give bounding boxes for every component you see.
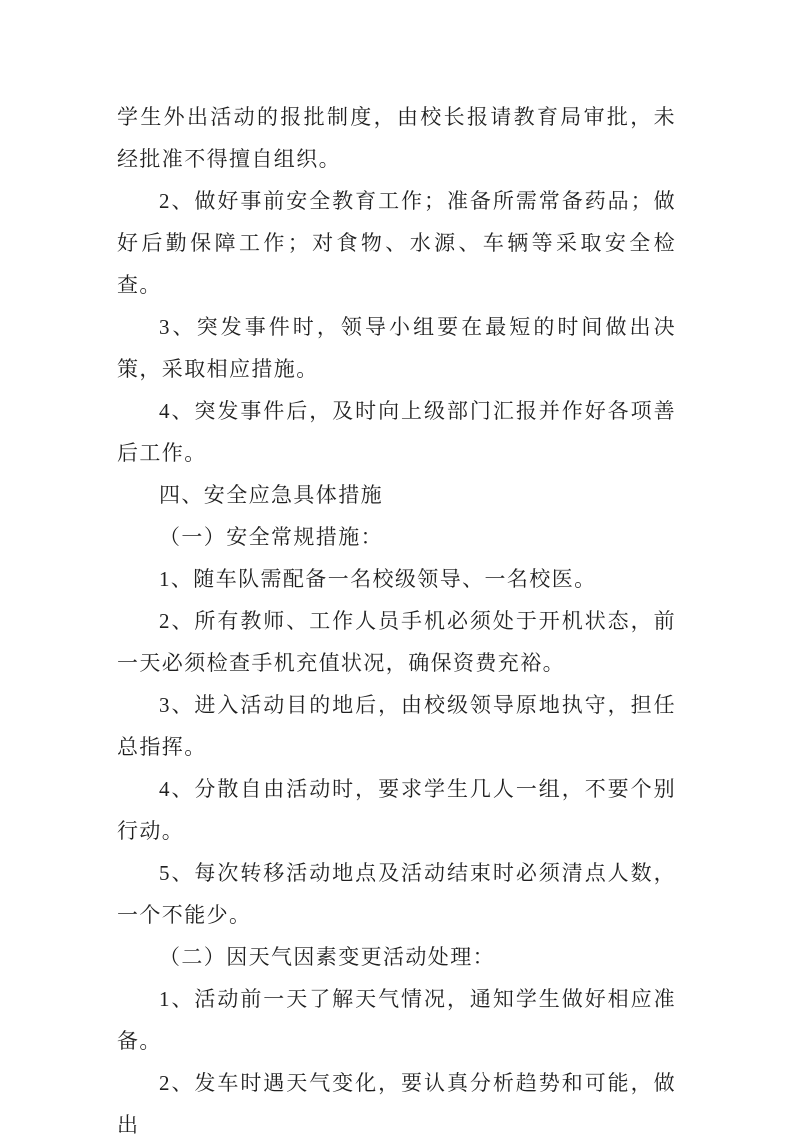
- paragraph: 2、所有教师、工作人员手机必须处于开机状态，前一天必须检查手机充值状况，确保资费充裕。: [117, 609, 676, 675]
- subsection-heading: （二）因天气因素变更活动处理：: [159, 945, 495, 969]
- paragraph: 3、突发事件时，领导小组要在最短的时间做出决策，采取相应措施。: [117, 315, 676, 381]
- paragraph: 4、分散自由活动时，要求学生几人一组，不要个别行动。: [117, 777, 676, 843]
- paragraph: 5、每次转移活动地点及活动结束时必须清点人数，一个不能少。: [117, 861, 676, 927]
- document-text-body: [117, 96, 676, 1146]
- paragraph: 4、突发事件后，及时向上级部门汇报并作好各项善后工作。: [117, 399, 676, 465]
- paragraph: 1、活动前一天了解天气情况，通知学生做好相应准备。: [117, 987, 676, 1053]
- paragraph: 1、随车队需配备一名校级领导、一名校医。: [159, 567, 597, 591]
- section-heading: 四、安全应急具体措施: [159, 483, 383, 507]
- paragraph: 2、发车时遇天气变化，要认真分析趋势和可能，做出: [117, 1071, 676, 1137]
- subsection-heading: （一）安全常规措施：: [159, 525, 383, 549]
- paragraph: 3、进入活动目的地后，由校级领导原地执守，担任总指挥。: [117, 693, 676, 759]
- paragraph: 学生外出活动的报批制度，由校长报请教育局审批，未经批准不得擅自组织。: [117, 105, 676, 171]
- paragraph: 2、做好事前安全教育工作；准备所需常备药品；做好后勤保障工作；对食物、水源、车辆等采取安全检查。: [117, 189, 676, 297]
